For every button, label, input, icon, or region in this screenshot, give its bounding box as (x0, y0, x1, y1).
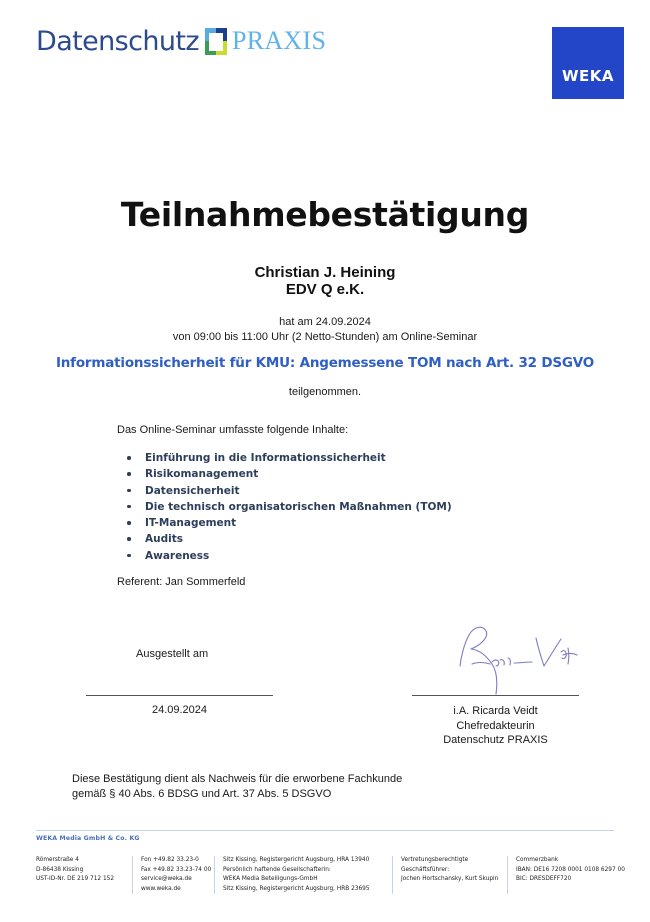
footer-line: Sitz Kissing, Registergericht Augsburg, HRA 13940 (223, 857, 370, 863)
list-item (120, 515, 452, 531)
page-header (0, 0, 650, 120)
footer-column-address (36, 856, 132, 894)
signer-signature-line (412, 695, 579, 696)
footer-line: Fax +49.82 33.23-74 00 (141, 866, 212, 873)
footer-line: Commerzbank (516, 857, 559, 863)
list-item (120, 499, 452, 515)
signer-organization: Datenschutz PRAXIS (443, 734, 548, 746)
attestation-line-2: gemäß § 40 Abs. 6 BDSG und Art. 37 Abs. 5 DSGVO (72, 787, 332, 800)
footer-column-registration (214, 856, 392, 894)
footer-line: Römerstraße 4 (36, 857, 79, 863)
seminar-title: Informationssicherheit für KMU: Angemessene TOM nach Art. 32 DSGVO (55, 355, 595, 371)
footer-line: Vertretungsberechtigte (401, 857, 469, 863)
attestation-note (72, 772, 402, 801)
list-item (120, 466, 452, 482)
footer-line: D-86438 Kissing (36, 866, 84, 873)
list-item-label: Datensicherheit (145, 484, 240, 497)
signer-name: i.A. Ricarda Veidt (453, 705, 538, 717)
signer-block (412, 704, 579, 748)
bullet-icon (127, 489, 131, 493)
list-item-label: Awareness (145, 549, 210, 562)
footer-divider (36, 830, 614, 831)
logo-word-praxis: PRAXIS (231, 26, 327, 55)
footer-columns (36, 856, 625, 894)
bullet-icon (127, 456, 131, 460)
attendance-time-line: von 09:00 bis 11:00 Uhr (2 Netto-Stunden) am Online-Seminar (172, 330, 478, 343)
bullet-icon (127, 554, 131, 558)
bullet-icon (127, 521, 131, 525)
footer-line: WEKA Media Beteiligungs-GmbH (223, 876, 318, 883)
datenschutz-praxis-square-icon (205, 28, 227, 55)
footer-column-bank (507, 856, 625, 894)
footer-line: Sitz Kissing, Registergericht Augsburg, HRB 23695 (223, 885, 370, 892)
footer-line: www.weka.de (141, 885, 181, 892)
list-item-label: Die technisch organisatorischen Maßnahmen (TOM) (145, 500, 452, 513)
datenschutz-praxis-logo (36, 24, 326, 58)
weka-logo (552, 27, 624, 99)
footer-line: Persönlich haftende Gesellschafterin: (223, 866, 331, 873)
list-item (120, 483, 452, 499)
issued-on-label: Ausgestellt am (136, 648, 209, 660)
footer-line: IBAN: DE16 7208 0001 0108 6297 00 (516, 866, 625, 873)
issued-date-signature-line (86, 695, 273, 696)
footer-line: UST-ID-Nr. DE 219 712 152 (36, 876, 115, 883)
list-item (120, 450, 452, 466)
attestation-line-1: Diese Bestätigung dient als Nachweis für die erworbene Fachkunde (72, 773, 403, 785)
recipient-organization: EDV Q e.K. (285, 281, 365, 298)
list-item-label: Risikomanagement (145, 468, 259, 481)
footer-line: service@weka.de (141, 876, 192, 883)
attendance-details (0, 315, 650, 344)
list-item (120, 548, 452, 564)
issued-date: 24.09.2024 (151, 704, 208, 716)
participation-statement: teilgenommen. (288, 386, 362, 398)
weka-logo-text: WEKA (561, 67, 615, 85)
icon-inner-white-square (209, 33, 223, 51)
speaker-line: Referent: Jan Sommerfeld (117, 576, 246, 588)
bullet-icon (127, 472, 131, 476)
footer-line: BIC: DRESDEFF720 (516, 876, 572, 883)
list-item-label: Audits (145, 533, 183, 546)
contents-intro: Das Online-Seminar umfasste folgende Inhalte: (117, 424, 349, 436)
logo-word-datenschutz: Datenschutz (36, 25, 199, 57)
page-title: Teilnahmebestätigung (120, 195, 530, 234)
list-item-label: IT-Management (145, 517, 237, 530)
footer-line: Jochen Hortschansky, Kurt Skupin (401, 876, 499, 883)
list-item-label: Einführung in die Informationssicherheit (145, 452, 386, 464)
seminar-contents-list (120, 450, 452, 564)
footer-company-name: WEKA Media GmbH & Co. KG (36, 835, 140, 842)
attendance-date-line: hat am 24.09.2024 (279, 316, 371, 328)
list-item (120, 531, 452, 547)
signer-role: Chefredakteurin (456, 719, 535, 732)
handwritten-signature (448, 622, 578, 700)
footer-column-contact (132, 856, 214, 894)
footer-column-management (392, 856, 507, 894)
recipient-block (0, 264, 650, 298)
bullet-icon (127, 505, 131, 509)
bullet-icon (127, 537, 131, 541)
recipient-name: Christian J. Heining (254, 264, 396, 281)
footer-line: Geschäftsführer: (401, 866, 450, 873)
footer-line: Fon +49.82 33.23-0 (141, 857, 199, 863)
